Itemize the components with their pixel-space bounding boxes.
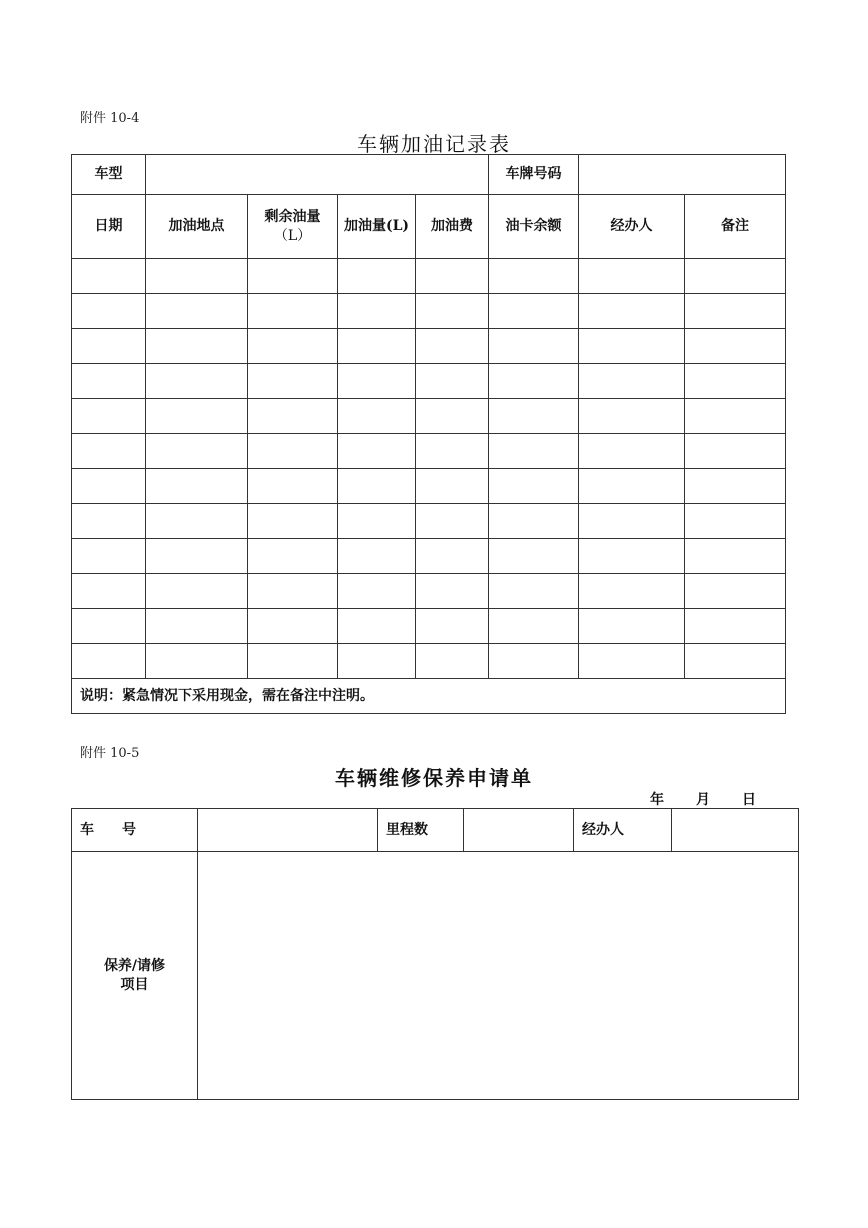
fuel-record-cell[interactable] [72, 609, 146, 644]
fuel-record-cell[interactable] [146, 294, 248, 329]
header-fuel-cost: 加油费 [416, 195, 489, 259]
fuel-record-cell[interactable] [489, 364, 579, 399]
fuel-record-cell[interactable] [248, 469, 338, 504]
fuel-record-cell[interactable] [416, 644, 489, 679]
fuel-record-cell[interactable] [416, 399, 489, 434]
annex-label-10-5: 附件 10-5 [80, 746, 140, 761]
fuel-record-cell[interactable] [416, 329, 489, 364]
header-remaining-fuel-text: 剩余油量 [264, 208, 321, 225]
maintenance-items-label [72, 852, 198, 1100]
fuel-record-cell[interactable] [338, 469, 416, 504]
fuel-record-cell[interactable] [489, 469, 579, 504]
fuel-record-cell[interactable] [489, 644, 579, 679]
fuel-record-cell[interactable] [146, 469, 248, 504]
fuel-record-cell[interactable] [579, 574, 685, 609]
fuel-record-row [72, 574, 786, 609]
date-day-label: 日 [742, 792, 756, 808]
fuel-record-cell[interactable] [489, 609, 579, 644]
fuel-record-cell[interactable] [338, 574, 416, 609]
fuel-record-row [72, 609, 786, 644]
fuel-record-cell[interactable] [248, 329, 338, 364]
fuel-record-cell[interactable] [338, 364, 416, 399]
fuel-record-cell[interactable] [489, 574, 579, 609]
fuel-record-cell[interactable] [72, 329, 146, 364]
note-text: 说明：紧急情况下采用现金，需在备注中注明。 [72, 679, 786, 714]
fuel-record-cell[interactable] [489, 329, 579, 364]
fuel-record-cell[interactable] [685, 329, 786, 364]
fuel-record-cell[interactable] [248, 294, 338, 329]
header-remaining-fuel-unit: （L） [273, 227, 312, 244]
fuel-record-cell[interactable] [579, 399, 685, 434]
fuel-record-row [72, 434, 786, 469]
fuel-record-cell[interactable] [685, 259, 786, 294]
fuel-record-cell[interactable] [72, 574, 146, 609]
plate-number-field[interactable] [579, 155, 786, 195]
date-month-label: 月 [696, 792, 710, 808]
fuel-record-cell[interactable] [416, 294, 489, 329]
fuel-record-cell[interactable] [489, 504, 579, 539]
fuel-record-cell[interactable] [248, 539, 338, 574]
handler-field[interactable] [672, 809, 799, 852]
fuel-record-cell[interactable] [146, 399, 248, 434]
fuel-record-cell[interactable] [248, 609, 338, 644]
fuel-record-cell[interactable] [416, 434, 489, 469]
handler-label: 经办人 [574, 809, 672, 852]
mileage-label: 里程数 [378, 809, 464, 852]
fuel-record-cell[interactable] [72, 434, 146, 469]
fuel-record-cell[interactable] [338, 504, 416, 539]
fuel-record-cell[interactable] [489, 399, 579, 434]
fuel-record-cell[interactable] [416, 539, 489, 574]
fuel-record-cell[interactable] [416, 364, 489, 399]
fuel-record-cell[interactable] [248, 644, 338, 679]
fuel-record-cell[interactable] [416, 609, 489, 644]
fuel-record-rows [72, 259, 786, 679]
fuel-record-cell[interactable] [338, 399, 416, 434]
fuel-record-cell[interactable] [72, 504, 146, 539]
date-year-label: 年 [650, 792, 664, 808]
fuel-record-cell[interactable] [338, 644, 416, 679]
fuel-record-cell[interactable] [685, 504, 786, 539]
header-fuel-amount: 加油量(L) [338, 195, 416, 259]
fuel-record-cell[interactable] [338, 329, 416, 364]
header-remaining-fuel [248, 195, 338, 259]
fuel-record-cell[interactable] [685, 294, 786, 329]
maintenance-request-table [71, 808, 799, 1100]
fuel-record-cell[interactable] [146, 574, 248, 609]
header-handler: 经办人 [579, 195, 685, 259]
header-row [72, 195, 786, 259]
fuel-record-cell[interactable] [685, 399, 786, 434]
fuel-record-cell[interactable] [72, 644, 146, 679]
maintenance-items-label-line2: 项目 [120, 976, 149, 993]
annex-label-10-4: 附件 10-4 [80, 111, 140, 126]
fuel-record-cell[interactable] [579, 294, 685, 329]
fuel-record-row [72, 399, 786, 434]
car-number-label: 车 号 [72, 809, 198, 852]
fuel-record-table [71, 154, 786, 714]
fuel-record-cell[interactable] [416, 259, 489, 294]
fuel-record-cell[interactable] [685, 574, 786, 609]
fuel-record-cell[interactable] [579, 539, 685, 574]
maintenance-items-field[interactable] [198, 852, 799, 1100]
plate-number-label: 车牌号码 [489, 155, 579, 195]
header-card-balance: 油卡余额 [489, 195, 579, 259]
fuel-record-cell[interactable] [489, 259, 579, 294]
fuel-record-cell[interactable] [248, 574, 338, 609]
fuel-record-cell[interactable] [146, 434, 248, 469]
fuel-record-cell[interactable] [685, 469, 786, 504]
header-location: 加油地点 [146, 195, 248, 259]
maintenance-request-title: 车辆维修保养申请单 [335, 766, 533, 790]
fuel-record-row [72, 259, 786, 294]
fuel-record-cell[interactable] [72, 364, 146, 399]
fuel-record-cell[interactable] [248, 399, 338, 434]
fuel-record-cell[interactable] [248, 434, 338, 469]
fuel-record-cell[interactable] [72, 259, 146, 294]
maintenance-items-label-line1: 保养/请修 [103, 957, 166, 974]
fuel-record-cell[interactable] [146, 259, 248, 294]
fuel-record-cell[interactable] [146, 364, 248, 399]
fuel-record-cell[interactable] [579, 609, 685, 644]
fuel-record-cell[interactable] [338, 434, 416, 469]
fuel-record-cell[interactable] [72, 539, 146, 574]
fuel-record-cell[interactable] [685, 434, 786, 469]
mileage-field[interactable] [464, 809, 574, 852]
fuel-record-cell[interactable] [579, 434, 685, 469]
fuel-record-row [72, 644, 786, 679]
fuel-record-row [72, 504, 786, 539]
fuel-record-cell[interactable] [248, 504, 338, 539]
fuel-record-cell[interactable] [579, 364, 685, 399]
fuel-record-cell[interactable] [579, 504, 685, 539]
fuel-record-cell[interactable] [338, 294, 416, 329]
fuel-record-cell[interactable] [338, 259, 416, 294]
fuel-record-cell[interactable] [72, 294, 146, 329]
fuel-record-title: 车辆加油记录表 [357, 132, 511, 156]
fuel-record-cell[interactable] [146, 609, 248, 644]
fuel-record-cell[interactable] [248, 259, 338, 294]
fuel-record-cell[interactable] [416, 504, 489, 539]
fuel-record-cell[interactable] [489, 294, 579, 329]
fuel-record-cell[interactable] [146, 644, 248, 679]
fuel-record-cell[interactable] [416, 469, 489, 504]
fuel-record-cell[interactable] [685, 644, 786, 679]
fuel-record-row [72, 329, 786, 364]
fuel-record-cell[interactable] [685, 364, 786, 399]
fuel-record-cell[interactable] [579, 469, 685, 504]
fuel-record-cell[interactable] [579, 259, 685, 294]
fuel-record-cell[interactable] [579, 329, 685, 364]
fuel-record-cell[interactable] [338, 609, 416, 644]
fuel-record-row [72, 364, 786, 399]
vehicle-type-label: 车型 [72, 155, 146, 195]
fuel-record-cell[interactable] [685, 609, 786, 644]
fuel-record-cell[interactable] [248, 364, 338, 399]
fuel-record-cell[interactable] [685, 539, 786, 574]
fuel-record-row [72, 539, 786, 574]
vehicle-type-field[interactable] [146, 155, 489, 195]
fuel-record-cell[interactable] [338, 539, 416, 574]
header-date: 日期 [72, 195, 146, 259]
fuel-record-row [72, 469, 786, 504]
fuel-record-cell[interactable] [72, 399, 146, 434]
fuel-record-cell[interactable] [489, 434, 579, 469]
fuel-record-cell[interactable] [146, 539, 248, 574]
fuel-record-cell[interactable] [146, 504, 248, 539]
fuel-record-cell[interactable] [489, 539, 579, 574]
header-remarks: 备注 [685, 195, 786, 259]
fuel-record-row [72, 294, 786, 329]
fuel-record-cell[interactable] [146, 329, 248, 364]
fuel-record-cell[interactable] [72, 469, 146, 504]
car-number-field[interactable] [198, 809, 378, 852]
fuel-record-cell[interactable] [579, 644, 685, 679]
fuel-record-cell[interactable] [416, 574, 489, 609]
